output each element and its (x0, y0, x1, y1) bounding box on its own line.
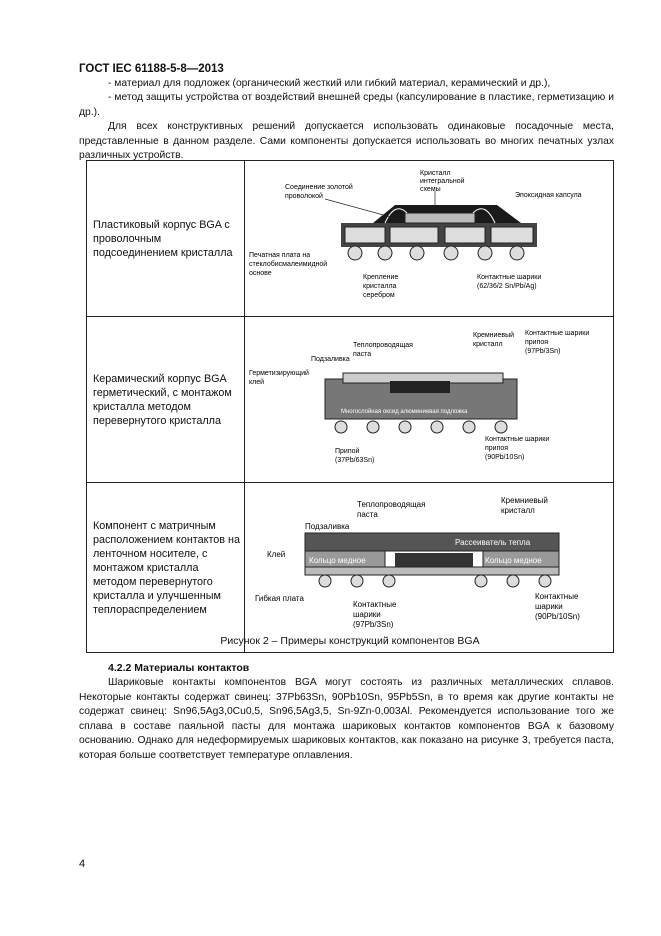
solder-ball (378, 246, 392, 260)
callout-balls: Контактные шарики (62/36/2 Sn/Pb/Ag) (477, 274, 542, 290)
solder-ball (495, 421, 507, 433)
callout-paste: Теплопроводящая паста (357, 500, 426, 519)
callout-bumps: Контактные шарики (97Pb/3Sn) (353, 600, 397, 629)
page-number: 4 (79, 858, 86, 870)
intro-bullet-1: - материал для подложек (органический жесткий или гибкий материал, керамический и др.), (108, 78, 551, 89)
callout-die: Кремниевый кристалл (501, 496, 548, 515)
callout-solder2: Припой (37Pb/63Sn) (335, 448, 375, 464)
section-body: Шариковые контакты компонентов BGA могут состоять из различных металлических сплавов. Некоторые контакты содержат свинец: 37Pb63Sn, 90Pb10Sn, 95Pb5Sn, в то время как другие контакты не содержат свинец: Sn96,5Ag3,0Cu0,5, Sn96,5Ag3,5, Sn-9Zn-0,003Al. Рекомендуется использование того же сплава в составе паяльной пасты для монтажа шариковых контактов компонентов BGA к базовому основанию. Однако для недеформируемых шариковых контактов, как показано на рисунке 3, требуется паста, которая больше соответствует температуре оплавления. (79, 677, 614, 761)
figure-row (87, 161, 614, 317)
callout-spreader: Рассеиватель тепла (455, 538, 531, 547)
figure-row (87, 483, 614, 653)
die (405, 213, 475, 223)
solder-ball (410, 246, 424, 260)
flex-board (305, 567, 559, 575)
ceramic-bga-diagram (245, 317, 613, 477)
intro-paragraph: Для всех конструктивных решений допускается использовать одинаковые посадочные места, представленные в данном разделе. Сами компоненты допускается использовать во многих печатных узлах различных устройств. (79, 121, 614, 161)
solder-ball (399, 421, 411, 433)
row-diagram (245, 317, 614, 483)
row-label: Компонент с матричным расположением контактов на ленточном носителе, с монтажом кристалла методом перевернутого кристалла и улучшенным теплораспределением (87, 483, 245, 653)
solder-ball (367, 421, 379, 433)
solder-ball (507, 575, 519, 587)
callout-flex: Гибкая плата (255, 594, 304, 603)
callout-substrate: Многослойная оксид алюминиевая подложка (341, 409, 468, 415)
die (395, 553, 473, 567)
callout-underfill: Подзаливка (311, 356, 350, 363)
row-label: Пластиковый корпус BGA с проволочным подсоединением кристалла (87, 161, 245, 317)
callout-ring: Кольцо медное (309, 556, 366, 565)
tape-bga-diagram (245, 483, 613, 647)
callout-ring-right: Кольцо медное (485, 556, 542, 565)
solder-ball (463, 421, 475, 433)
figure-caption: Рисунок 2 – Примеры конструкций компонентов BGA (220, 635, 480, 647)
plastic-bga-diagram (245, 161, 613, 311)
document-header: ГОСТ IEC 61188-5-8—2013 (79, 63, 224, 75)
callout-seal: Герметизирующий клей (249, 370, 309, 386)
solder-ball (478, 246, 492, 260)
solder-ball (348, 246, 362, 260)
solder-ball (335, 421, 347, 433)
solder-ball (475, 575, 487, 587)
row-diagram (245, 483, 614, 653)
figure-row (87, 317, 614, 483)
callout-board: Печатная плата на стеклобисмалеимидной основе (249, 252, 328, 277)
solder-ball (539, 575, 551, 587)
solder-ball (431, 421, 443, 433)
callout-balls: Контактные шарики (90Pb/10Sn) (535, 592, 580, 621)
solder-ball (444, 246, 458, 260)
callout-die: Кремниевый кристалл (473, 332, 515, 348)
solder-ball (510, 246, 524, 260)
figure-table (86, 160, 614, 653)
section-title: 4.2.2 Материалы контактов (108, 662, 250, 674)
row-diagram (245, 161, 614, 317)
die (390, 381, 450, 393)
callout-underfill: Подзаливка (305, 522, 350, 531)
callout-balls: Контактные шарики припоя (90Pb/10Sn) (485, 436, 550, 461)
callout-epoxy: Эпоксидная капсула (515, 192, 582, 199)
callout-wire: Соединение золотой проволокой (285, 184, 353, 200)
callout-attach: Крепление кристалла серебром (363, 274, 399, 299)
intro-bullet-2: - метод защиты устройства от воздействий внешней среды (капсулирование в пластике, герметизацию и др.). (79, 92, 614, 118)
solder-ball (351, 575, 363, 587)
callout-die: Кристалл интегральной схемы (420, 170, 465, 193)
solder-ball (319, 575, 331, 587)
row-label: Керамический корпус BGA герметический, с монтажом кристалла методом перевернутого кристалла (87, 317, 245, 483)
solder-ball (383, 575, 395, 587)
callout-glue: Клей (267, 550, 286, 559)
callout-paste: Теплопроводящая паста (353, 342, 413, 358)
callout-solder: Контактные шарики припоя (97Pb/3Sn) (525, 330, 590, 355)
